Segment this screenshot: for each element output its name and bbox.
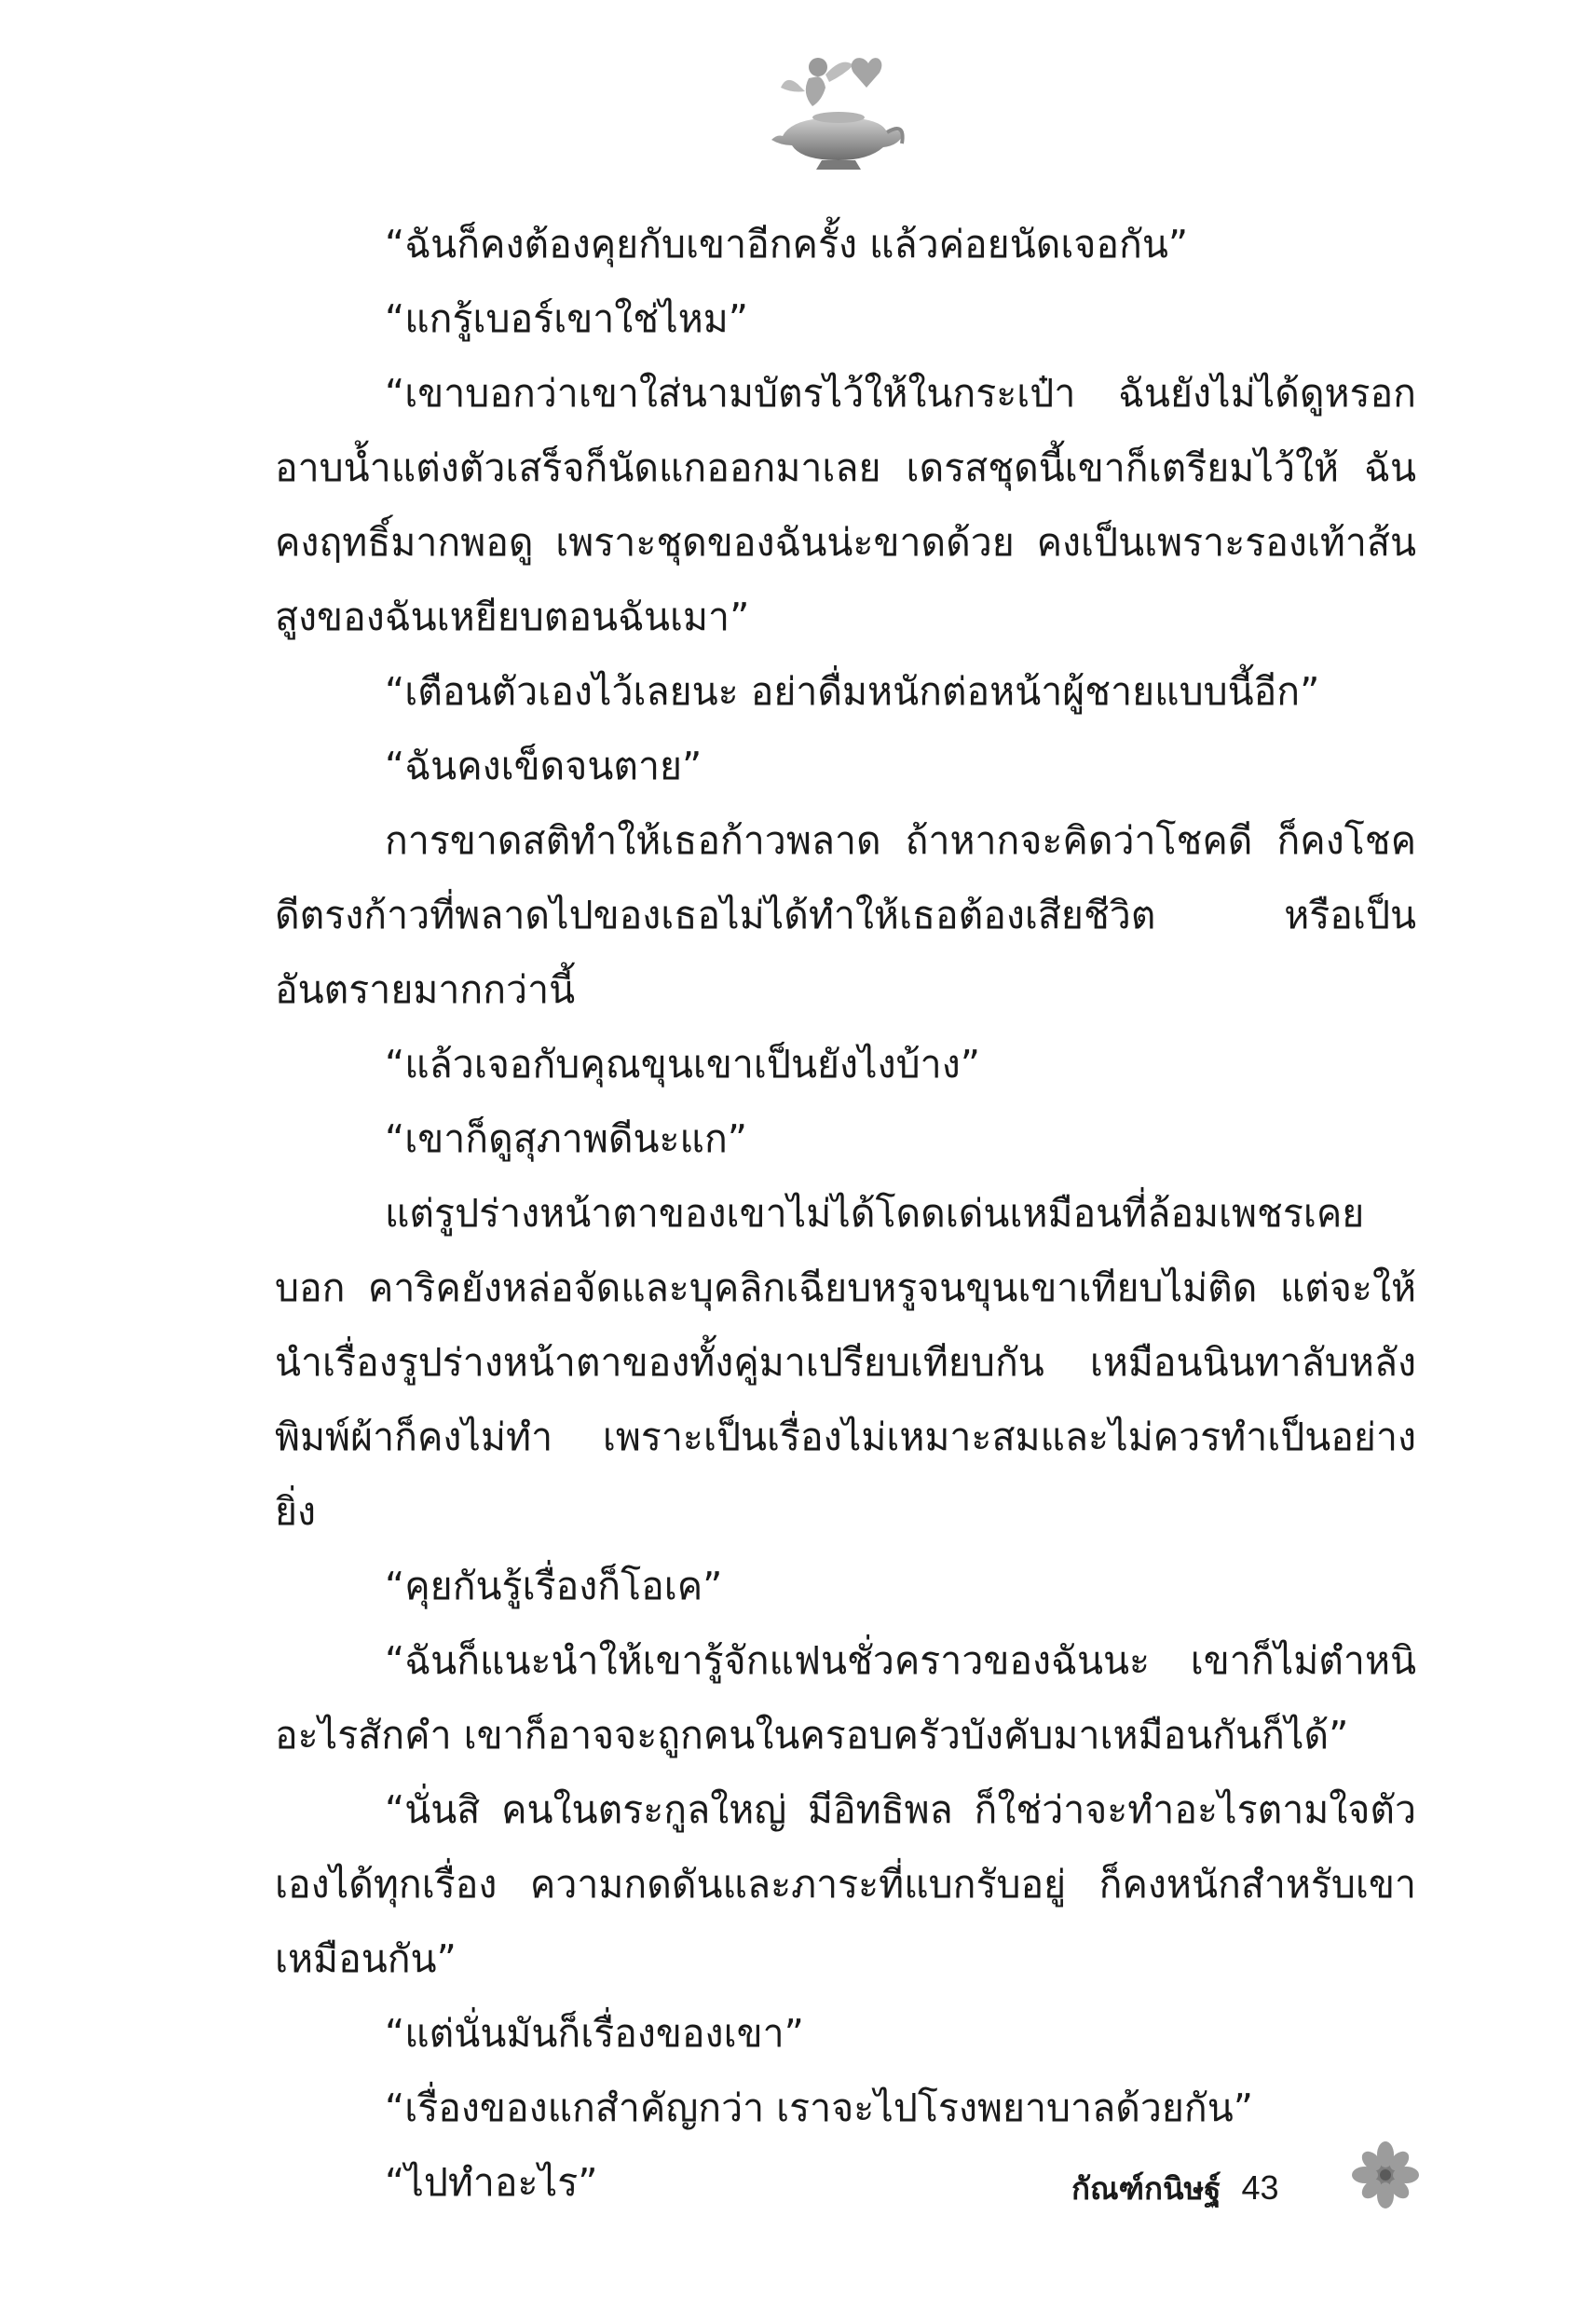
paragraph: “ฉันคงเข็ดจนตาย”: [385, 744, 703, 788]
paragraph: “เขาบอกว่าเขาใส่นามบัตรไว้ให้ในกระเป๋า ฉันยังไม่ได้ดูหรอก อาบน้ำแต่งตัวเสร็จก็นัดแกออกมาเลย เดรสชุดนี้เขาก็เตรียมไว้ให้ ฉันคงฤทธิ์มากพอดู เพราะชุดของฉันน่ะขาดด้วย คงเป็นเพราะรองเท้าส้นสูงของฉันเหยียบตอนฉันเมา”: [275, 371, 1416, 639]
paragraph: “เตือนตัวเองไว้เลยนะ อย่าดื่มหนักต่อหน้าผู้ชายแบบนี้อีก”: [385, 669, 1320, 714]
book-title: กัณฑ์กนิษฐ์: [1071, 2169, 1221, 2207]
paragraph: “ฉันก็แนะนำให้เขารู้จักแฟนชั่วคราวของฉันนะ เขาก็ไม่ตำหนิอะไรสักคำ เขาก็อาจจะถูกคนในครอบครัวบังคับมาเหมือนกันก็ได้”: [275, 1638, 1416, 1757]
paragraph: “เรื่องของแกสำคัญกว่า เราจะไปโรงพยาบาลด้วยกัน”: [385, 2085, 1253, 2130]
page-footer: [1071, 2160, 1279, 2216]
page-number: 43: [1241, 2168, 1279, 2207]
body-text: [275, 207, 1416, 2220]
genie-lamp-icon: [764, 47, 913, 177]
paragraph: “ฉันก็คงต้องคุยกับเขาอีกครั้ง แล้วค่อยนัดเจอกัน”: [385, 222, 1189, 267]
paragraph: การขาดสติทำให้เธอก้าวพลาด ถ้าหากจะคิดว่าโชคดี ก็คงโชคดีตรงก้าวที่พลาดไปของเธอไม่ได้ทำให้เธอต้องเสียชีวิต หรือเป็นอันตรายมากกว่านี้: [275, 818, 1416, 1012]
paragraph: “แล้วเจอกับคุณขุนเขาเป็นยังไงบ้าง”: [385, 1042, 980, 1087]
paragraph: “ไปทำอะไร”: [385, 2160, 598, 2205]
paragraph: “นั่นสิ คนในตระกูลใหญ่ มีอิทธิพล ก็ใช่ว่าจะทำอะไรตามใจตัวเองได้ทุกเรื่อง ความกดดันและภาระที่แบกรับอยู่ ก็คงหนักสำหรับเขาเหมือนกัน”: [275, 1787, 1416, 1981]
paragraph: “แกรู้เบอร์เขาใช่ไหม”: [385, 296, 749, 341]
paragraph: “คุยกันรู้เรื่องก็โอเค”: [385, 1564, 723, 1608]
paragraph: “เขาก็ดูสุภาพดีนะแก”: [385, 1116, 748, 1161]
paragraph: “แต่นั่นมันก็เรื่องของเขา”: [385, 2011, 804, 2056]
flower-icon: [1346, 2136, 1425, 2215]
paragraph: แต่รูปร่างหน้าตาของเขาไม่ได้โดดเด่นเหมือนที่ล้อมเพชรเคยบอก คาริคยังหล่อจัดและบุคลิกเฉียบหรูจนขุนเขาเทียบไม่ติด แต่จะให้นำเรื่องรูปร่างหน้าตาของทั้งคู่มาเปรียบเทียบกัน เหมือนนินทาลับหลังพิมพ์ผ้าก็คงไม่ทำ เพราะเป็นเรื่องไม่เหมาะสมและไม่ควรทำเป็นอย่างยิ่ง: [275, 1191, 1416, 1534]
